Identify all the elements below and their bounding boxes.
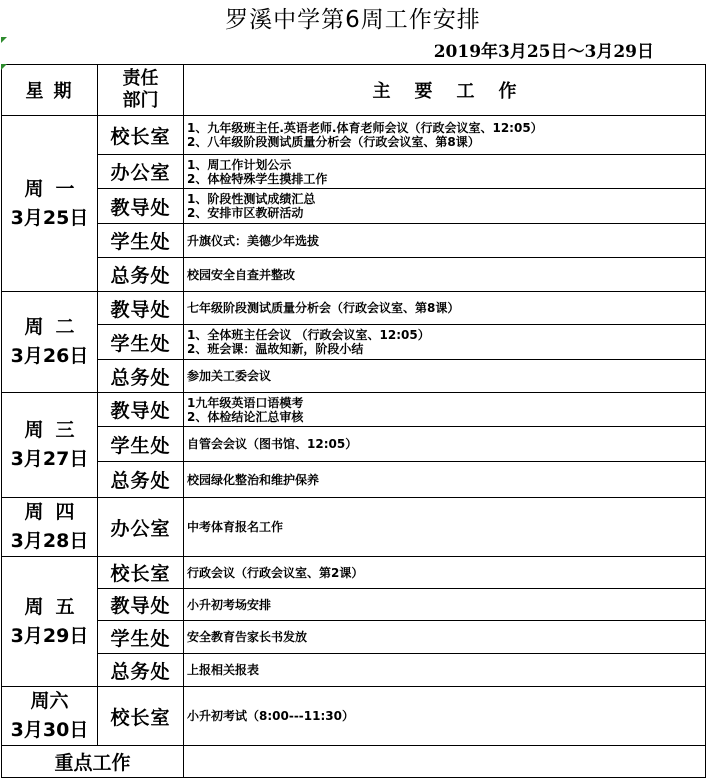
task-line: 七年级阶段测试质量分析会（行政会议室、第8课） xyxy=(187,301,460,315)
table-row xyxy=(2,393,706,427)
date-label: 3月27日 xyxy=(10,448,89,470)
task-line: 1、阶段性测试成绩汇总 xyxy=(187,192,316,206)
header-dept-line1: 责任 xyxy=(122,68,159,89)
weekday-label: 周五 xyxy=(24,595,87,618)
table-row xyxy=(2,360,706,393)
dept-cell: 学生处 xyxy=(98,427,184,462)
task-line: 参加关工委会议 xyxy=(187,369,272,383)
table-row xyxy=(2,189,706,224)
task-line: 1九年级英语口语模考 xyxy=(187,395,304,410)
table-row xyxy=(2,462,706,498)
weekday-label: 周一 xyxy=(24,177,87,200)
key-work-content xyxy=(184,746,706,778)
day-cell xyxy=(2,498,98,557)
footer-row xyxy=(2,746,706,778)
weekday-label: 周二 xyxy=(24,316,87,338)
work-cell xyxy=(184,258,706,292)
cell-marker-icon xyxy=(1,64,7,70)
task-line: 1、全体班主任会议 （行政会议室、12:05） xyxy=(187,328,430,342)
table-row xyxy=(2,498,706,557)
table-row xyxy=(2,687,706,746)
dept-cell: 教导处 xyxy=(98,393,184,427)
work-cell xyxy=(184,155,706,189)
day-cell xyxy=(2,393,98,498)
weekday-label: 周四 xyxy=(24,501,87,523)
dept-cell: 总务处 xyxy=(98,462,184,498)
table-row xyxy=(2,654,706,687)
work-cell xyxy=(184,360,706,393)
task-line: 2、八年级阶段测试质量分析会（行政会议室、第8课） xyxy=(187,135,480,149)
task-line: 2、班会课：温故知新，阶段小结 xyxy=(187,342,364,356)
work-cell xyxy=(184,654,706,687)
weekday-label: 周六 xyxy=(30,690,69,712)
dept-cell: 学生处 xyxy=(98,224,184,258)
date-label: 3月29日 xyxy=(10,624,89,647)
dept-cell: 办公室 xyxy=(98,498,184,557)
day-cell xyxy=(2,557,98,687)
work-cell xyxy=(184,427,706,462)
task-line: 校园绿化整治和维护保养 xyxy=(187,472,320,487)
task-line: 中考体育报名工作 xyxy=(187,520,284,534)
task-line: 1、周工作计划公示 xyxy=(187,157,292,172)
table-row xyxy=(2,621,706,654)
task-line: 2、体检结论汇总审核 xyxy=(187,409,304,424)
header-row xyxy=(2,65,706,116)
task-line: 安全教育告家长书发放 xyxy=(187,630,308,644)
schedule-table xyxy=(1,64,706,778)
day-cell xyxy=(2,116,98,292)
table-row xyxy=(2,557,706,589)
work-cell xyxy=(184,687,706,746)
date-label: 3月30日 xyxy=(10,719,89,741)
table-row xyxy=(2,155,706,189)
task-line: 1、九年级班主任.英语老师.体育老师会议（行政会议室、12:05） xyxy=(187,121,543,135)
work-cell xyxy=(184,393,706,427)
task-line: 上报相关报表 xyxy=(187,663,260,677)
task-line: 校园安全自查并整改 xyxy=(187,267,296,282)
table-row xyxy=(2,589,706,621)
header-dept-line2: 部门 xyxy=(122,90,159,111)
day-cell xyxy=(2,292,98,393)
date-label: 3月26日 xyxy=(10,345,89,367)
date-label: 3月25日 xyxy=(10,206,89,229)
dept-cell: 教导处 xyxy=(98,589,184,621)
task-line: 2、体检特殊学生摸排工作 xyxy=(187,171,328,186)
dept-cell: 总务处 xyxy=(98,360,184,393)
weekday-label: 周三 xyxy=(24,419,87,441)
task-line: 升旗仪式：美德少年选拔 xyxy=(187,233,320,248)
work-cell xyxy=(184,621,706,654)
key-work-label: 重点工作 xyxy=(2,746,184,778)
day-cell xyxy=(2,687,98,746)
dept-cell: 总务处 xyxy=(98,654,184,687)
table-row xyxy=(2,258,706,292)
table-row xyxy=(2,325,706,360)
dept-cell: 校长室 xyxy=(98,116,184,155)
dept-cell: 学生处 xyxy=(98,325,184,360)
work-cell xyxy=(184,189,706,224)
date-range: 2019年3月25日～3月29日 xyxy=(433,42,654,62)
dept-cell: 总务处 xyxy=(98,258,184,292)
work-cell xyxy=(184,462,706,498)
table-row xyxy=(2,224,706,258)
work-cell xyxy=(184,116,706,155)
work-cell xyxy=(184,498,706,557)
dept-cell: 校长室 xyxy=(98,557,184,589)
work-cell xyxy=(184,325,706,360)
dept-cell: 教导处 xyxy=(98,292,184,325)
work-cell xyxy=(184,292,706,325)
header-work: 主要工作 xyxy=(184,65,706,116)
cell-marker-icon xyxy=(1,37,7,43)
header-week: 星期 xyxy=(2,65,98,116)
task-line: 行政会议（行政会议室、第2课） xyxy=(187,565,364,580)
work-cell xyxy=(184,224,706,258)
dept-cell: 校长室 xyxy=(98,687,184,746)
work-cell xyxy=(184,589,706,621)
task-line: 小升初考场安排 xyxy=(187,597,272,612)
dept-cell: 办公室 xyxy=(98,155,184,189)
header-dept xyxy=(98,65,184,116)
table-row xyxy=(2,427,706,462)
task-line: 自管会会议（图书馆、12:05） xyxy=(187,437,358,451)
work-cell xyxy=(184,557,706,589)
date-label: 3月28日 xyxy=(10,530,89,552)
page-title: 罗溪中学第6周工作安排 xyxy=(225,7,481,33)
task-line: 小升初考试（8:00---11:30） xyxy=(187,709,354,723)
table-row xyxy=(2,292,706,325)
task-line: 2、安排市区教研活动 xyxy=(187,206,304,220)
table-row xyxy=(2,116,706,155)
dept-cell: 学生处 xyxy=(98,621,184,654)
dept-cell: 教导处 xyxy=(98,189,184,224)
